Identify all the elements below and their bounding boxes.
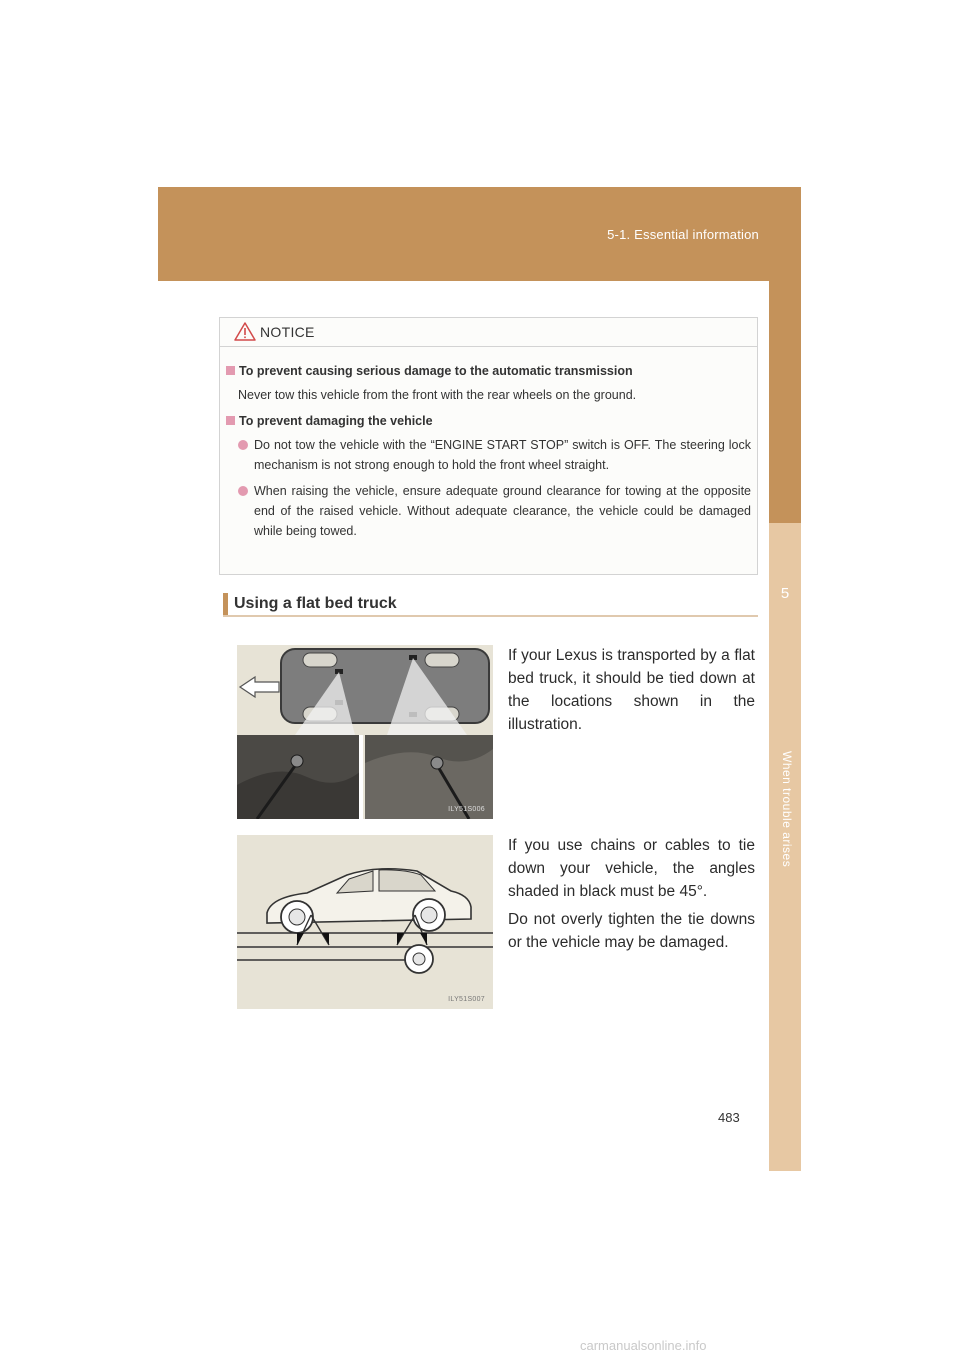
figure-code: ILY51S006 [448,806,485,813]
section-breadcrumb: 5-1. Essential information [607,227,759,242]
round-bullet-icon [238,486,248,496]
page-number: 483 [718,1110,740,1125]
chapter-number: 5 [780,585,790,602]
tie-down-angle-figure [237,835,493,1009]
chapter-title: When trouble arises [780,751,794,868]
square-bullet-icon [226,366,235,375]
section-heading-bar [223,593,228,615]
warning-triangle-icon [234,322,256,341]
notice-title: NOTICE [260,324,315,340]
section-heading [223,593,758,617]
round-bullet-icon [238,440,248,450]
tighten-paragraph: Do not overly tighten the tie downs or the vehicle may be damaged. [508,911,755,951]
notice-text-transmission: Never tow this vehicle from the front with the rear wheels on the ground. [238,388,637,402]
notice-heading-transmission: To prevent causing serious damage to the automatic transmission [226,361,751,381]
chapter-side-tab[interactable] [769,281,801,1171]
chapter-tab-highlight [769,281,801,523]
tie-down-illustration [237,645,493,819]
tie-down-angle-illustration [237,835,493,1009]
tie-down-locations-figure [237,645,493,819]
notice-bullet: When raising the vehicle, ensure adequate ground clearance for towing at the opposite end of the raised vehicle. Without adequate clearance, the vehicle could be damaged while being towed. [238,481,751,541]
notice-bullet: Do not tow the vehicle with the “ENGINE START STOP” switch is OFF. The steering lock mechanism is not strong enough to hold the front wheel straight. [238,435,751,475]
section-title: Using a flat bed truck [234,595,397,612]
figure-code: ILY51S007 [448,996,485,1003]
notice-box [219,317,758,575]
square-bullet-icon [226,416,235,425]
flat-bed-paragraph: If your Lexus is transported by a flat bed truck, it should be tied down at the locations shown in the illustration. [508,647,755,733]
header-band [158,187,801,281]
angle-paragraph: If you use chains or cables to tie down your vehicle, the angles shaded in black must be 45°. [508,837,755,900]
notice-header [220,318,757,347]
notice-heading-vehicle: To prevent damaging the vehicle [226,411,751,431]
notice-body [220,347,757,541]
watermark: carmanualsonline.info [580,1338,707,1353]
